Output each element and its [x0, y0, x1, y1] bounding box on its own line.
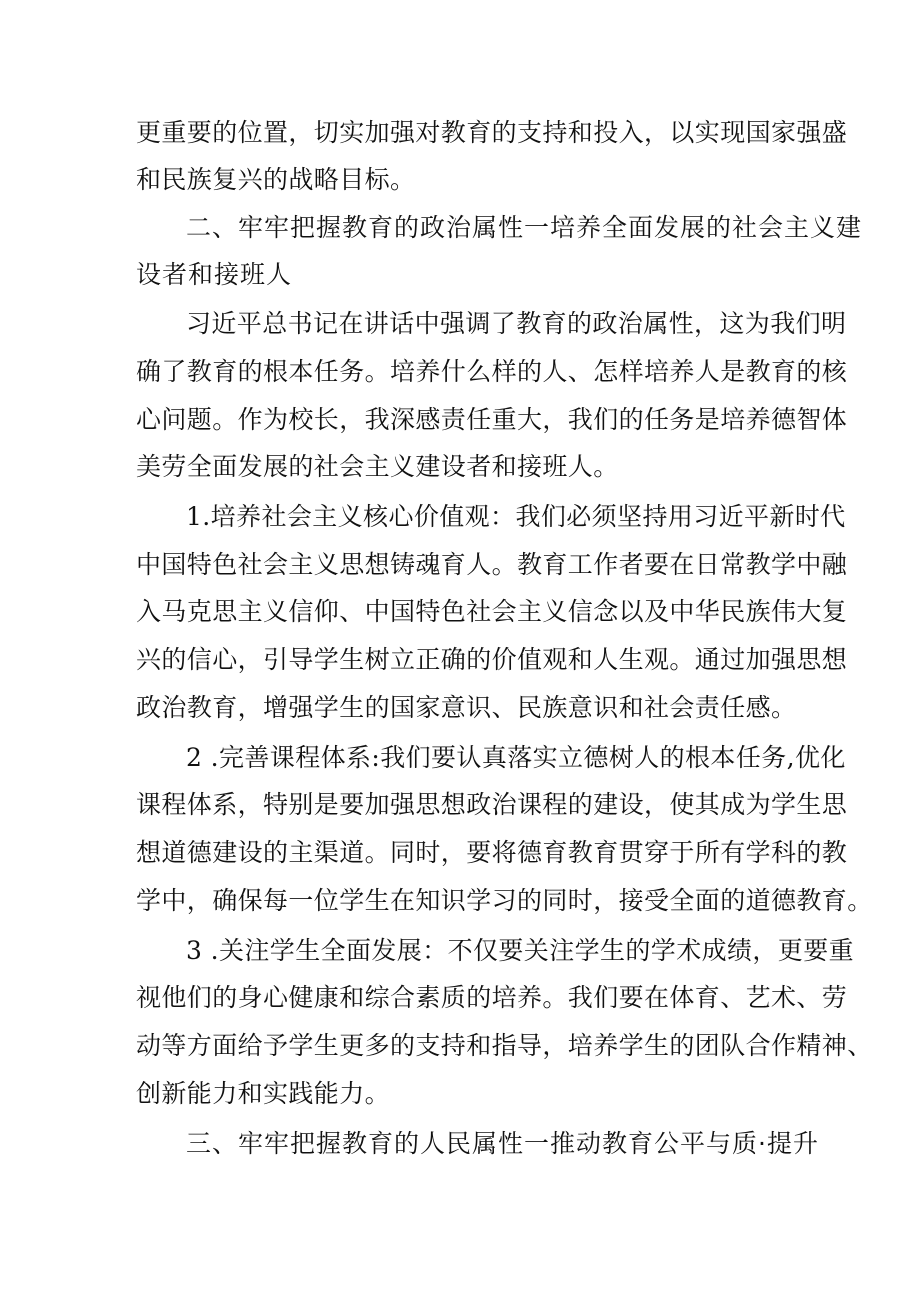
- text-line: 视他们的身心健康和综合素质的培养。我们要在体育、艺术、劳: [136, 983, 848, 1012]
- text-line: 想道德建设的主渠道。同时，要将德育教育贯穿于所有学科的教: [136, 838, 848, 867]
- text-line: 中国特色社会主义思想铸魂育人。教育工作者要在日常教学中融: [136, 550, 848, 579]
- text-line: 习近平总书记在讲话中强调了教育的政治属性，这为我们明: [186, 309, 847, 338]
- heading-line: 三、牢牢把握教育的人民属性一推动教育公平与质·提升: [186, 1129, 819, 1158]
- text-line: 1.培养社会主义核心价值观：我们必须坚持用习近平新时代: [186, 502, 846, 531]
- text-line: 动等方面给予学生更多的支持和指导，培养学生的团队合作精神、: [136, 1031, 873, 1060]
- text-line: 课程体系，特别是要加强思想政治课程的建设，使其成为学生思: [136, 790, 848, 819]
- text-line: 创新能力和实践能力。: [136, 1079, 391, 1108]
- text-line: 2 .完善课程体系:我们要认真落实立德树人的根本任务,优化: [186, 743, 846, 772]
- text-line: 美劳全面发展的社会主义建设者和接班人。: [136, 452, 619, 481]
- text-line: 入马克思主义信仰、中国特色社会主义信念以及中华民族伟大复: [136, 597, 848, 626]
- text-line: 3 .关注学生全面发展：不仅要关注学生的学术成绩，更要重: [186, 936, 855, 965]
- text-line: 更重要的位置，切实加强对教育的支持和投入，以实现国家强盛: [136, 118, 848, 147]
- text-line: 和民族复兴的战略目标。: [136, 165, 416, 194]
- text-line: 确了教育的根本任务。培养什么样的人、怎样培养人是教育的核: [136, 357, 848, 386]
- text-line: 兴的信心，引导学生树立正确的价值观和人生观。通过加强思想: [136, 645, 848, 674]
- text-line: 政治教育，增强学生的国家意识、民族意识和社会责任感。: [136, 693, 797, 722]
- heading-line: 二、牢牢把握教育的政治属性一培养全面发展的社会主义建: [186, 213, 863, 242]
- text-line: 心问题。作为校长，我深感责任重大，我们的任务是培养德智体: [136, 405, 848, 434]
- heading-line: 设者和接班人: [136, 260, 293, 289]
- text-line: 学中，确保每一位学生在知识学习的同时，接受全面的道德教育。: [136, 886, 873, 915]
